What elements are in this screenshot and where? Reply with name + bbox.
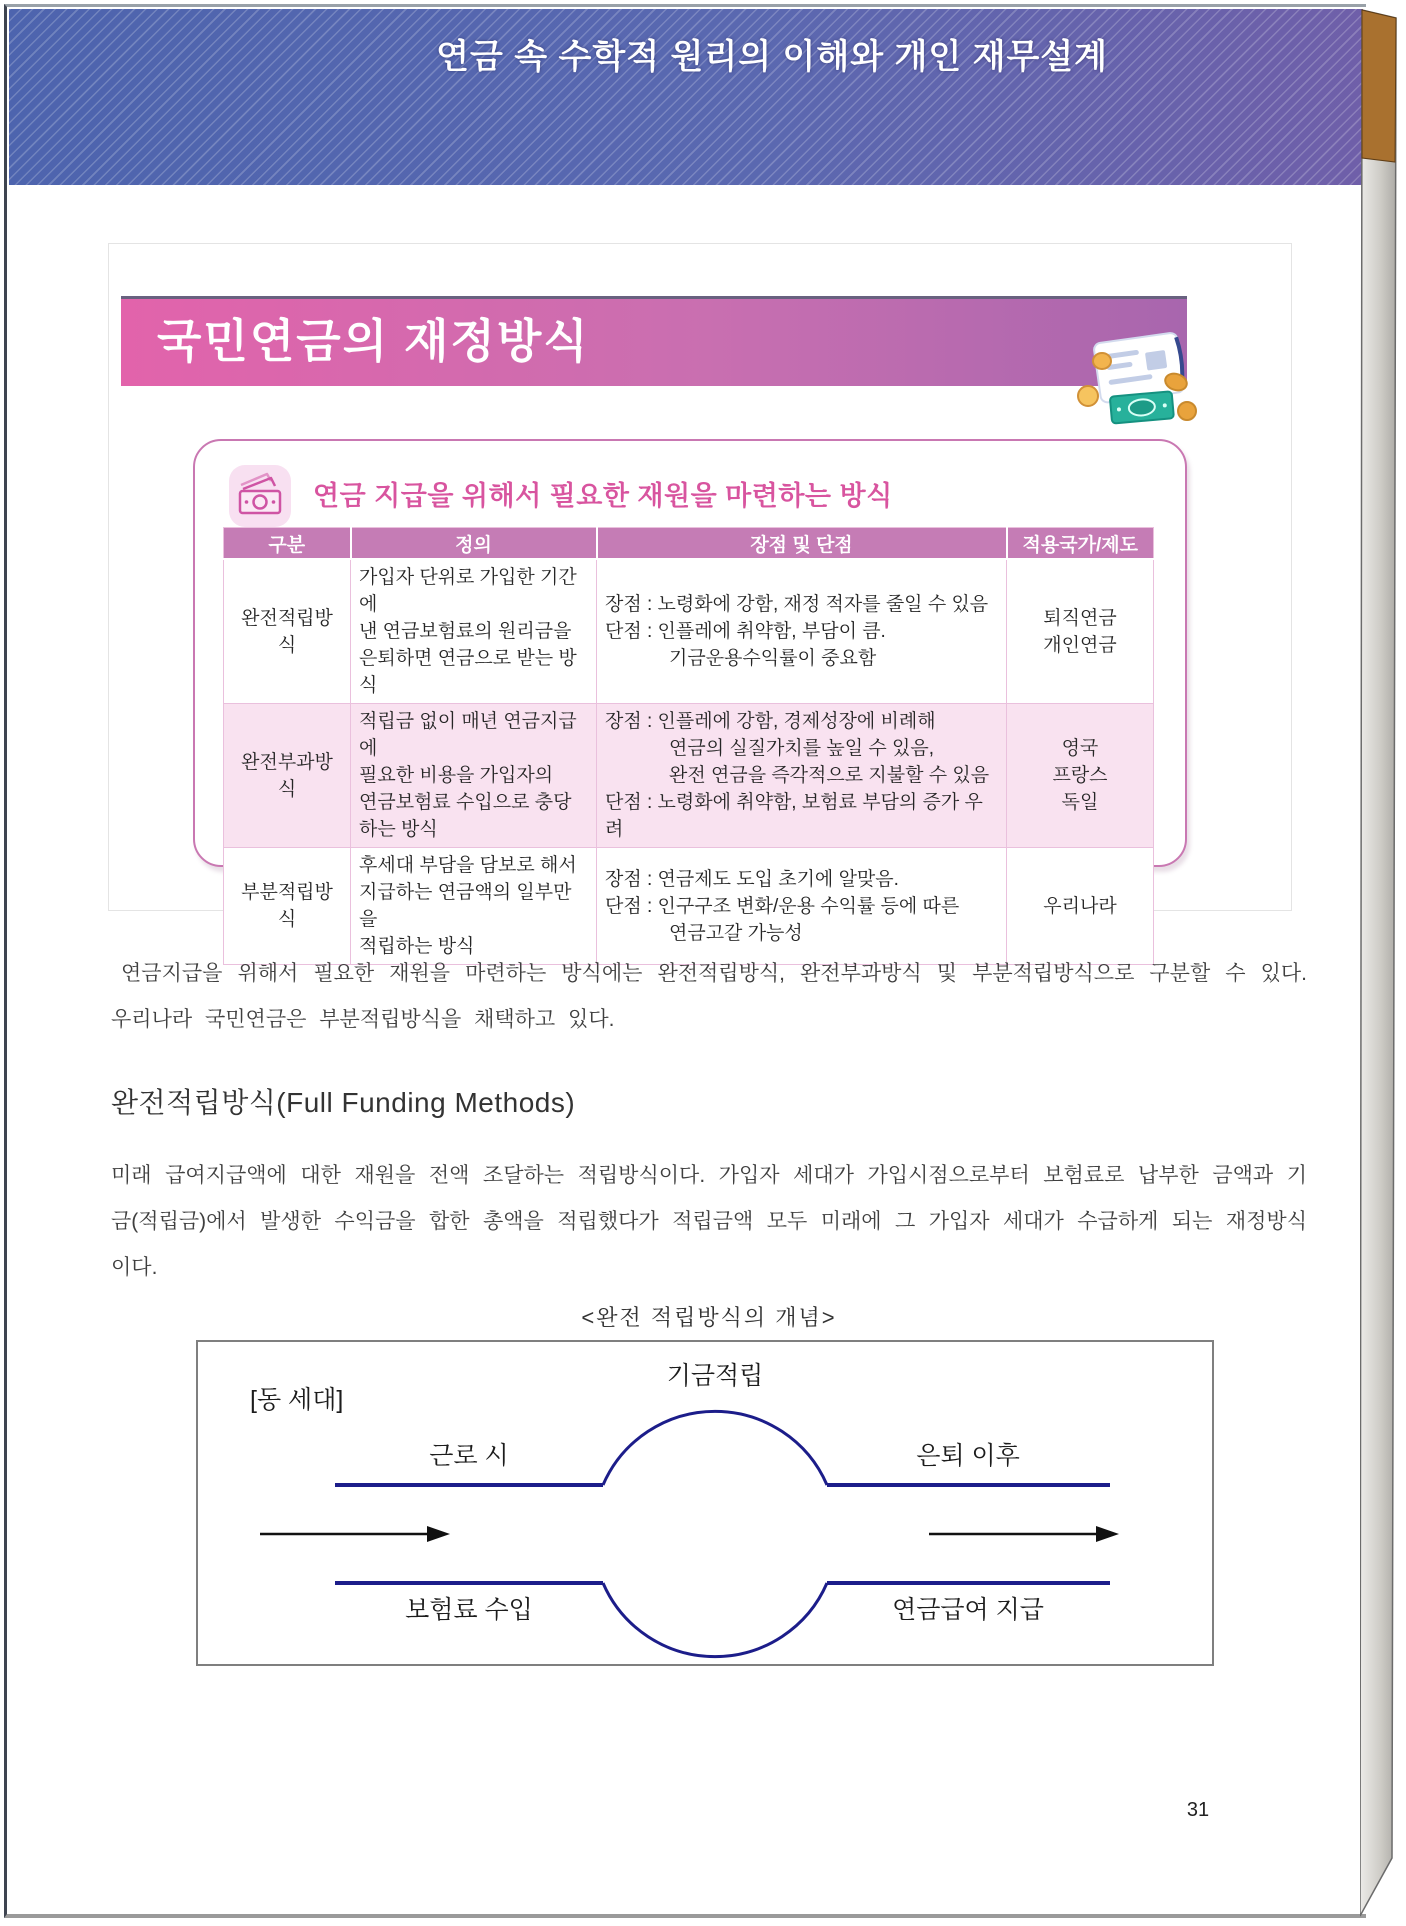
cell-countries: 영국 프랑스 독일 bbox=[1007, 704, 1154, 848]
section-heading: 완전적립방식(Full Funding Methods) bbox=[111, 1087, 576, 1118]
cell-category: 부분적립방식 bbox=[224, 848, 351, 965]
section-banner bbox=[121, 296, 1187, 386]
financing-methods-box bbox=[193, 439, 1187, 957]
table-row bbox=[224, 704, 1154, 848]
diagram-fund-label: 기금적립 bbox=[666, 1362, 764, 1390]
money-document-illustration bbox=[1075, 332, 1199, 428]
diagram-work-label: 근로 시 bbox=[429, 1442, 509, 1470]
col-header-category: 구분 bbox=[224, 528, 351, 560]
cell-definition: 적립금 없이 매년 연금지급에 필요한 비용을 가입자의 연금보험료 수입으로 충당 하는 방식 bbox=[351, 704, 597, 848]
cell-pros-cons: 장점 : 연금제도 도입 초기에 알맞음. 단점 : 인구구조 변화/운용 수익률 등에 따른 연금고갈 가능성 bbox=[597, 848, 1007, 965]
table-row bbox=[224, 559, 1154, 704]
cell-countries: 우리나라 bbox=[1007, 848, 1154, 965]
col-header-definition: 정의 bbox=[351, 528, 597, 560]
table-row bbox=[224, 848, 1154, 965]
body-paragraph: 미래 급여지급액에 대한 재원을 전액 조달하는 적립방식이다. 가입자 세대가 가입시점으로부터 보험료로 납부한 금액과 기금(적립금)에서 발생한 수익금을 합한 총액을 적립했다가 적립금액 모두 미래에 그 가입자 세대가 수급하게 되는 재정방식이다. bbox=[111, 1164, 1307, 1279]
diagram-retire-label: 은퇴 이후 bbox=[916, 1442, 1020, 1470]
cell-countries: 퇴직연금 개인연금 bbox=[1007, 559, 1154, 704]
cell-pros-cons: 장점 : 인플레에 강함, 경제성장에 비례해 연금의 실질가치를 높일 수 있음, 완전 연금을 즉각적으로 지불할 수 있음 단점 : 노령화에 취약함, 보험료 부담의 증가 우려 bbox=[597, 704, 1007, 848]
financing-methods-table bbox=[223, 527, 1154, 965]
page-sheet bbox=[4, 4, 1366, 1918]
diagram-premium-label: 보험료 수입 bbox=[405, 1596, 533, 1624]
col-header-pros-cons: 장점 및 단점 bbox=[597, 528, 1007, 560]
chapter-header-band bbox=[9, 9, 1363, 185]
col-header-countries: 적용국가/제도 bbox=[1007, 528, 1154, 560]
diagram-caption: <완전 적립방식의 개념> bbox=[581, 1305, 837, 1330]
body-paragraph: 연금지급을 위해서 필요한 재원을 마련하는 방식에는 완전적립방식, 완전부과방식 및 부분적립방식으로 구분할 수 있다. 우리나라 국민연금은 부분적립방식을 채택하고 있다. bbox=[111, 962, 1307, 1031]
cell-definition: 후세대 부담을 담보로 해서 지급하는 연금액의 일부만을 적립하는 방식 bbox=[351, 848, 597, 965]
banknote-icon bbox=[229, 465, 291, 527]
fund-flow-diagram bbox=[196, 1340, 1214, 1666]
diagram-generation-label: [동 세대] bbox=[250, 1386, 344, 1414]
time-arrow-left bbox=[260, 1526, 450, 1542]
figure-block bbox=[108, 243, 1292, 957]
diagram-benefit-label: 연금급여 지급 bbox=[892, 1596, 1044, 1624]
cell-definition: 가입자 단위로 가입한 기간에 낸 연금보험료의 원리금을 은퇴하면 연금으로 받는 방식 bbox=[351, 559, 597, 704]
section-banner-title: 국민연금의 재정방식 bbox=[157, 315, 590, 367]
page-number: 31 bbox=[1186, 1799, 1210, 1821]
time-arrow-right bbox=[929, 1526, 1119, 1542]
box-subtitle: 연금 지급을 위해서 필요한 재원을 마련하는 방식 bbox=[313, 481, 893, 511]
cell-pros-cons: 장점 : 노령화에 강함, 재정 적자를 줄일 수 있음 단점 : 인플레에 취약함, 부담이 큼. 기금운용수익률이 중요함 bbox=[597, 559, 1007, 704]
book-page-edge bbox=[1360, 0, 1406, 1926]
cell-category: 완전부과방식 bbox=[224, 704, 351, 848]
cell-category: 완전적립방식 bbox=[224, 559, 351, 704]
chapter-title: 연금 속 수학적 원리의 이해와 개인 재무설계 bbox=[436, 38, 1108, 76]
table-header-row bbox=[224, 528, 1154, 560]
